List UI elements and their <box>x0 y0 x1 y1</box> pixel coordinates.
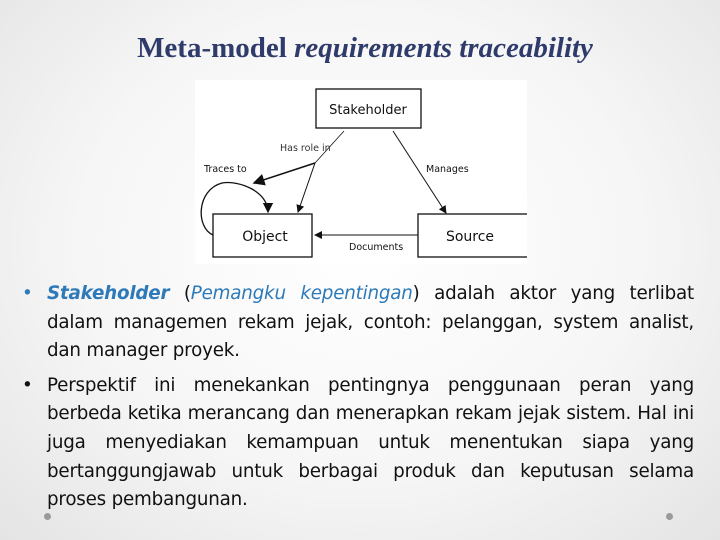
slide-title <box>0 32 720 65</box>
bullet-item <box>22 280 694 366</box>
has-role-in-to-traces <box>254 163 315 183</box>
title-normal: Meta-model <box>137 32 287 64</box>
paren-open: ( <box>169 283 191 304</box>
bullet-translation: Pemangku kepentingan <box>190 283 413 304</box>
manages-label: Manages <box>426 164 469 175</box>
decorative-dot-icon <box>44 513 51 520</box>
stakeholder-label: Stakeholder <box>329 103 407 118</box>
bullet-keyword: Stakeholder <box>47 283 170 304</box>
source-label: Source <box>445 229 495 245</box>
bullet-text: Perspektif ini menekankan pentingnya penggunaan peran yang berbeda ketika merancang dan menerapkan rekam jejak sistem. Hal ini juga menyediakan kemampuan untuk menentukan siapa yang bertanggungjawab untuk berbagai produk dan keputusan selama proses pembangunan. <box>47 374 694 511</box>
documents-label: Documents <box>349 242 404 253</box>
bullet-item <box>22 372 694 515</box>
bullet-icon: • <box>22 283 33 304</box>
slide-body <box>22 280 694 515</box>
title-italic: requirements traceability <box>294 32 593 64</box>
bullet-icon: • <box>22 374 33 396</box>
object-label: Object <box>242 229 288 245</box>
traceability-diagram <box>195 80 527 264</box>
traces-to-label: Traces to <box>204 164 247 175</box>
decorative-dot-icon <box>666 513 673 520</box>
bullet-text: ) adalah aktor yang terlibat dalam managemen rekam jejak, contoh: pelanggan, system analist, dan manager proyek. <box>47 283 694 362</box>
has-role-in-label: Has role in <box>280 143 331 154</box>
has-role-in-to-object <box>298 163 315 212</box>
